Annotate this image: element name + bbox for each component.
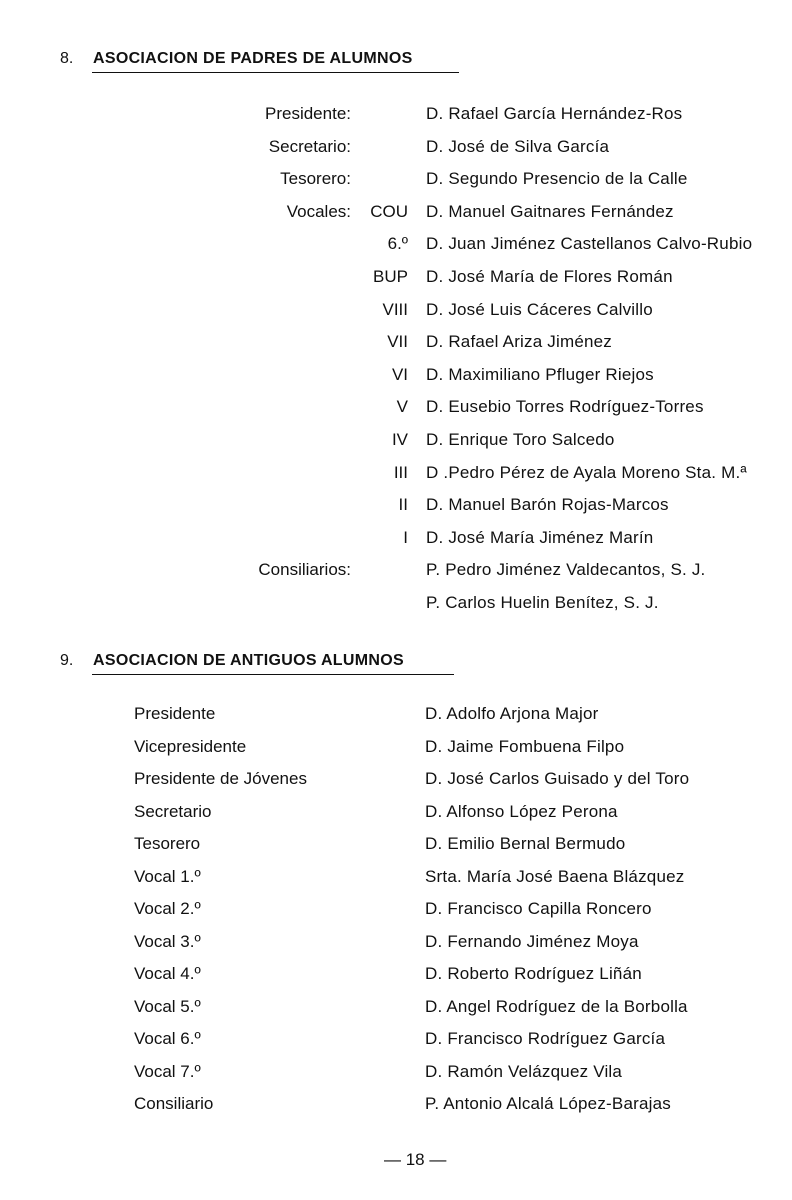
aaa-member-name: P. Antonio Alcalá López-Barajas — [425, 1094, 671, 1113]
apa-member-name: P. Carlos Huelin Benítez, S. J. — [426, 593, 659, 612]
page-number: — 18 — — [384, 1150, 447, 1169]
apa-role: Presidente: — [265, 104, 351, 123]
section-8-number: 8. — [60, 50, 74, 67]
apa-course-code: I — [403, 528, 408, 547]
aaa-member-name: D. Francisco Capilla Roncero — [425, 899, 652, 918]
aaa-role: Vocal 6.º — [134, 1029, 201, 1048]
apa-course-code: VII — [387, 332, 408, 351]
apa-member-name: D. Maximiliano Pfluger Riejos — [426, 365, 654, 384]
apa-member-name: D. Juan Jiménez Castellanos Calvo-Rubio — [426, 234, 753, 253]
aaa-role: Presidente de Jóvenes — [134, 769, 307, 788]
aaa-member-name: D. Jaime Fombuena Filpo — [425, 737, 625, 756]
aaa-member-name: D. Angel Rodríguez de la Borbolla — [425, 997, 688, 1016]
apa-member-name: D. José María Jiménez Marín — [426, 528, 654, 547]
apa-course-code: VIII — [382, 300, 408, 319]
aaa-role: Vocal 1.º — [134, 867, 201, 886]
section-8-title: ASOCIACION DE PADRES DE ALUMNOS — [93, 50, 413, 67]
aaa-member-name: D. José Carlos Guisado y del Toro — [425, 769, 690, 788]
apa-member-name: D. Segundo Presencio de la Calle — [426, 169, 688, 188]
section-8-underline — [92, 72, 459, 73]
apa-member-name: D. José de Silva García — [426, 137, 610, 156]
aaa-member-name: D. Fernando Jiménez Moya — [425, 932, 639, 951]
apa-role: Secretario: — [268, 137, 351, 156]
aaa-member-name: D. Alfonso López Perona — [425, 802, 618, 821]
aaa-role: Vicepresidente — [134, 737, 247, 756]
aaa-role: Secretario — [134, 802, 212, 821]
apa-course-code: IV — [391, 430, 408, 449]
apa-course-code: 6.º — [387, 234, 408, 253]
aaa-role: Presidente — [134, 704, 216, 723]
apa-course-code: III — [393, 463, 408, 482]
apa-course-code: BUP — [373, 267, 408, 286]
aaa-member-name: D. Francisco Rodríguez García — [425, 1029, 666, 1048]
apa-member-name: D. Manuel Gaitnares Fernández — [426, 202, 674, 221]
aaa-member-name: D. Roberto Rodríguez Liñán — [425, 964, 642, 983]
apa-member-name: D. Rafael Ariza Jiménez — [426, 332, 613, 351]
aaa-role: Vocal 3.º — [134, 932, 201, 951]
apa-course-code: II — [398, 495, 408, 514]
aaa-role: Consiliario — [134, 1094, 214, 1113]
aaa-role: Vocal 7.º — [134, 1062, 201, 1081]
apa-member-name: D. Enrique Toro Salcedo — [426, 430, 615, 449]
apa-member-name: D. Rafael García Hernández-Ros — [426, 104, 683, 123]
apa-course-code: V — [396, 397, 408, 416]
apa-member-name: P. Pedro Jiménez Valdecantos, S. J. — [426, 560, 706, 579]
apa-role: Vocales: — [286, 202, 351, 221]
apa-member-name: D. Manuel Barón Rojas-Marcos — [426, 495, 669, 514]
apa-member-name: D. José Luis Cáceres Calvillo — [426, 300, 653, 319]
apa-member-name: D .Pedro Pérez de Ayala Moreno Sta. M.ª — [426, 463, 747, 482]
apa-member-name: D. Eusebio Torres Rodríguez-Torres — [426, 397, 704, 416]
apa-member-name: D. José María de Flores Román — [426, 267, 673, 286]
aaa-member-name: D. Emilio Bernal Bermudo — [425, 834, 626, 853]
section-9-number: 9. — [60, 652, 74, 669]
aaa-member-name: Srta. María José Baena Blázquez — [425, 867, 685, 886]
apa-course-code: COU — [370, 202, 408, 221]
section-9-underline — [92, 674, 454, 675]
aaa-role: Vocal 5.º — [134, 997, 201, 1016]
aaa-role: Vocal 4.º — [134, 964, 201, 983]
apa-role: Consiliarios: — [258, 560, 351, 579]
aaa-role: Tesorero — [134, 834, 201, 853]
apa-course-code: VI — [391, 365, 408, 384]
section-9-title: ASOCIACION DE ANTIGUOS ALUMNOS — [93, 652, 404, 669]
aaa-role: Vocal 2.º — [134, 899, 201, 918]
aaa-member-name: D. Ramón Velázquez Vila — [425, 1062, 623, 1081]
aaa-member-name: D. Adolfo Arjona Major — [425, 704, 599, 723]
apa-role: Tesorero: — [280, 169, 351, 188]
